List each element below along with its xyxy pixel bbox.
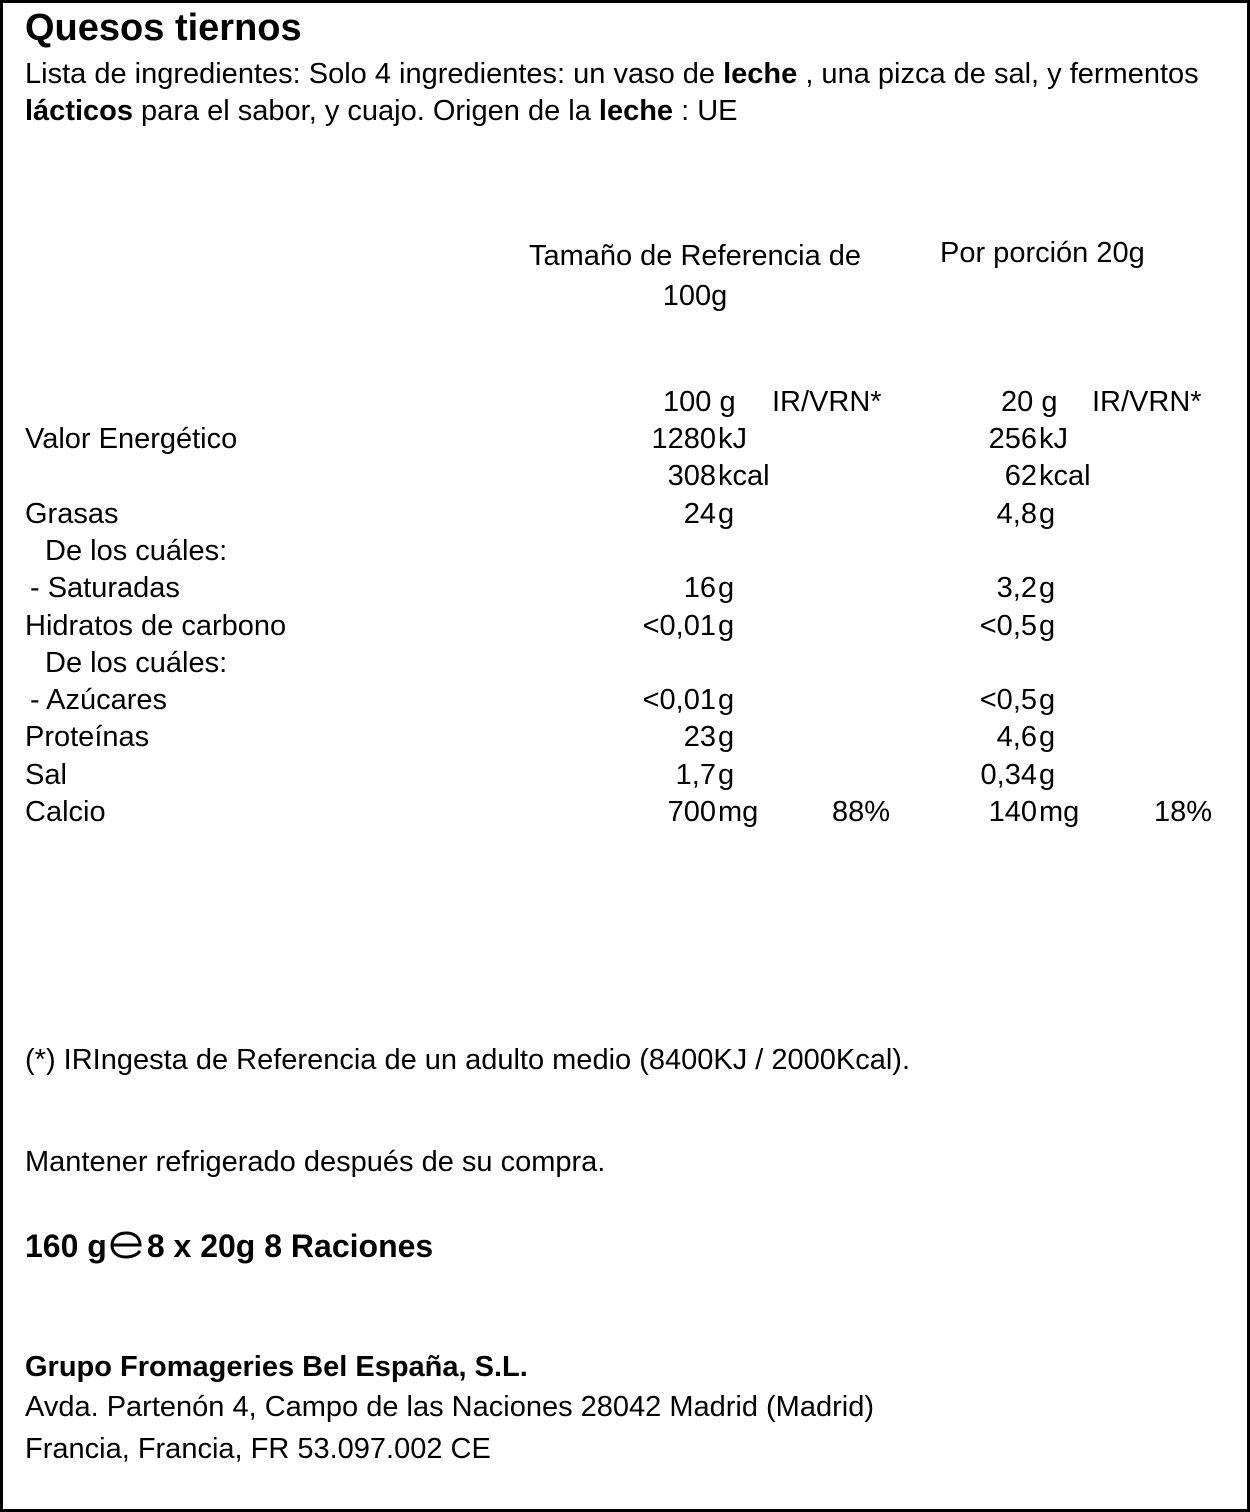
unit-100g: mg xyxy=(718,796,759,828)
value-100g: 308 xyxy=(667,460,716,492)
unit-100g: kcal xyxy=(718,460,770,492)
footnote: (*) IRIngesta de Referencia de un adulto medio (8400KJ / 2000Kcal). xyxy=(25,1044,911,1076)
company-name: Grupo Fromageries Bel España, S.L. xyxy=(25,1351,528,1383)
value-20g: 3,2 xyxy=(996,572,1037,604)
nutrient-label: - Saturadas xyxy=(30,572,180,604)
header-reference-size: Tamaño de Referencia de 100g xyxy=(528,240,862,312)
value-20g: 4,6 xyxy=(996,721,1037,753)
nutrient-label: Sal xyxy=(25,759,67,791)
unit-20g: g xyxy=(1039,572,1056,604)
value-20g: 140 xyxy=(988,796,1037,828)
unit-20g: g xyxy=(1039,498,1056,530)
nutrient-label: - Azúcares xyxy=(30,684,167,716)
company-address: Avda. Partenón 4, Campo de las Naciones 28042 Madrid (Madrid) xyxy=(25,1391,874,1423)
value-20g: 256 xyxy=(988,423,1037,455)
nutrient-label: Proteínas xyxy=(25,721,150,753)
column-100g: 100 g xyxy=(663,386,736,418)
value-100g: 1280 xyxy=(651,423,716,455)
unit-100g: g xyxy=(718,572,735,604)
value-100g: 1,7 xyxy=(675,759,716,791)
value-20g: 4,8 xyxy=(996,498,1037,530)
column-irvrn-100g: IR/VRN* xyxy=(772,386,882,418)
irvrn-20g: 18% xyxy=(1154,796,1213,828)
nutrient-label: Calcio xyxy=(25,796,106,828)
unit-100g: g xyxy=(718,721,735,753)
e-mark-icon xyxy=(109,1230,143,1268)
value-100g: 700 xyxy=(667,796,716,828)
unit-100g: g xyxy=(718,498,735,530)
nutrient-label: De los cuáles: xyxy=(45,647,228,679)
unit-20g: kcal xyxy=(1039,460,1091,492)
unit-100g: g xyxy=(718,759,735,791)
value-20g: 0,34 xyxy=(980,759,1037,791)
value-100g: 23 xyxy=(683,721,716,753)
unit-100g: kJ xyxy=(718,423,747,455)
value-20g: <0,5 xyxy=(979,610,1037,642)
storage-instructions: Mantener refrigerado después de su compra. xyxy=(25,1146,606,1178)
nutrient-label: Grasas xyxy=(25,498,119,530)
portions-count: 8 x 20g 8 Raciones xyxy=(146,1228,434,1264)
irvrn-100g: 88% xyxy=(832,796,891,828)
product-title: Quesos tiernos xyxy=(25,7,302,49)
nutrient-label: De los cuáles: xyxy=(45,535,228,567)
value-100g: 24 xyxy=(683,498,716,530)
unit-20g: g xyxy=(1039,759,1056,791)
unit-20g: g xyxy=(1039,684,1056,716)
value-20g: <0,5 xyxy=(979,684,1037,716)
column-irvrn-20g: IR/VRN* xyxy=(1092,386,1202,418)
column-20g: 20 g xyxy=(1001,386,1058,418)
unit-100g: g xyxy=(718,610,735,642)
unit-100g: g xyxy=(718,684,735,716)
value-100g: 16 xyxy=(683,572,716,604)
net-weight: 160 g xyxy=(25,1228,107,1264)
ingredients-text: Lista de ingredientes: Solo 4 ingredientes: un vaso de leche , una pizca de sal, y fermentos lácticos para el sabor, y cuajo. Origen de la leche : UE xyxy=(25,58,1199,127)
unit-20g: mg xyxy=(1039,796,1080,828)
header-portion: Por porción 20g xyxy=(940,237,1145,269)
unit-20g: g xyxy=(1039,721,1056,753)
unit-20g: g xyxy=(1039,610,1056,642)
value-20g: 62 xyxy=(1004,460,1037,492)
unit-20g: kJ xyxy=(1039,423,1068,455)
company-country: Francia, Francia, FR 53.097.002 CE xyxy=(25,1433,491,1465)
nutrient-label: Hidratos de carbono xyxy=(25,610,287,642)
value-100g: <0,01 xyxy=(642,684,716,716)
net-weight-line xyxy=(25,1227,433,1268)
value-100g: <0,01 xyxy=(642,610,716,642)
nutrient-label: Valor Energético xyxy=(25,423,238,455)
